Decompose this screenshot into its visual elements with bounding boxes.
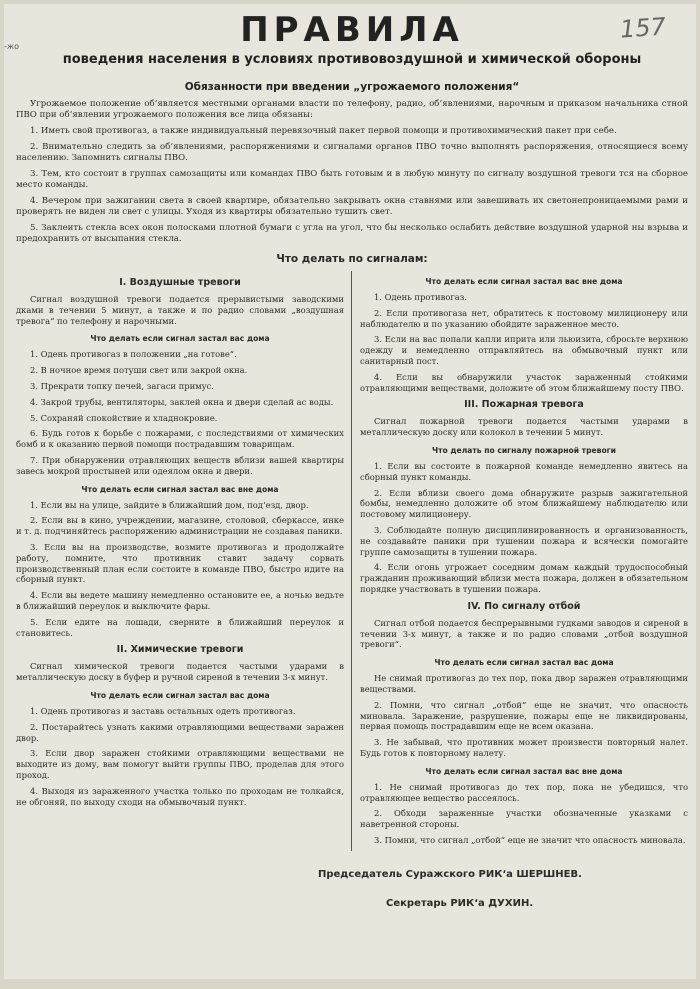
list-item: 1. Одень противогаз и заставь остальных одеть противогаз. [30, 705, 296, 716]
chem-out-heading: Что делать если сигнал застал вас вне дома [425, 277, 623, 286]
two-column-body [16, 271, 688, 851]
list-item: 2. Если вблизи своего дома обнаружите разрыв зажигательной бомбы, немедленно доложите об этом ближайшему наблюдателю или постовому милиционеру. [360, 487, 688, 520]
chem-home-heading: Что делать если сигнал застал вас дома [90, 690, 270, 700]
threat-item: 1. Иметь свой противогаз, а также индивидуальный перевязочный пакет первой помощи и противохимический пакет при себе. [30, 126, 617, 136]
list-item: 4. Выходя из зараженного участка только по проходам не толкайся, не обгоняй, по выходу сходи на обмывочный пункт. [16, 785, 344, 807]
page-title: ПРАВИЛА [240, 10, 464, 50]
list-item: 2. Помни, что сигнал „отбой“ еще не значит, что опасность миновала. Заражение, разрушение, пожары еще не ликвидированы, первая помощь пострадавшим еще не всем оказана. [360, 699, 688, 732]
list-item: Не снимай противогаз до тех пор, пока двор заражен отравляющими веществами. [360, 673, 688, 694]
list-item: 1. Одень противогаз в положении „на готове“. [30, 349, 237, 360]
threat-item: 4. Вечером при зажигании света в своей квартире, обязательно закрывать окна ставнями или завешивать их светонепроницаемыми рами и проверять не виден ли свет с улицы. Уходя из квартиры обязательно тушить свет. [16, 196, 688, 217]
fire-intro: Сигнал пожарной тревоги подается частыми ударами в металлическую доску или колокол в течении 5 минут. [360, 416, 688, 438]
list-item: 5. Сохраняй спокойствие и хладнокровие. [30, 412, 218, 423]
list-item: 6. Будь готов к борьбе с пожарами, с последствиями от химических бомб и к оказанию первой помощи пострадавшим товарищам. [16, 428, 344, 450]
right-column [352, 271, 688, 851]
threat-item: 2. Внимательно следить за об‘явлениями, распоряжениями и сигналами органов ПВО точно выполнять распоряжения, относящиеся всему населению. Запомнить сигналы ПВО. [16, 142, 688, 163]
poster-sheet [4, 4, 696, 979]
threat-item: 3. Тем, кто состоит в группах самозащиты или командах ПВО быть готовым и в любую минуту по сигналу воздушной тревоги тся на сборное место команды. [16, 169, 688, 190]
list-item: 1. Если вы на улице, зайдите в ближайший дом, под‘езд, двор. [30, 499, 309, 510]
chairman-signature: Председатель Суражского РИК‘а ШЕРШНЕВ. [318, 868, 582, 880]
left-column [16, 271, 352, 851]
list-item: 1. Если вы состоите в пожарной команде немедленно явитесь на сборный пункт команды. [360, 460, 688, 482]
air-home-heading: Что делать если сигнал застал вас дома [90, 334, 270, 344]
page-subtitle: поведения населения в условиях противовоздушной и химической обороны [62, 52, 642, 67]
list-item: 4. Если вы обнаружили участок зараженный стойкими отравляющими веществами, доложите об этом ближайшему посту ПВО. [360, 371, 688, 393]
list-item: 4. Закрой трубы, вентиляторы, заклей окна и двери сделай ас воды. [30, 396, 334, 407]
list-item: 1. Не снимай противогаз до тех пор, пока не убедишся, что отравляющее вещество рассеялось. [360, 781, 688, 803]
list-item: 3. Соблюдайте полную дисциплинированность и организованность, не создавайте паники при тушении пожара и всячески помогайте группе самозащиты в тушении пожара. [360, 524, 688, 557]
list-item: 3. Если двор заражен стойкими отравляющими веществами не выходите из дому, вам помогут выйти группы ПВО, проделав для этого проход. [16, 748, 344, 780]
list-item: 2. Если противогаза нет, обратитесь к постовому милиционеру или наблюдателю и по указанию обойдите зараженное место. [360, 307, 688, 329]
edge-mark: -жо [4, 42, 19, 51]
chemical-heading: II. Химические тревоги [116, 644, 244, 656]
air-out-heading: Что делать если сигнал застал вас вне дома [81, 484, 279, 494]
list-item: 4. Если вы ведете машину немедленно остановите ее, а ночью ведьте в ближайший переулок и выключите фары. [16, 590, 344, 611]
all-clear-intro: Сигнал отбой подается беспрерывными гудками заводов и сиреной в течении 3-х минут, а также и по радио словами „отбой воздушной тревоги“. [360, 617, 688, 650]
threat-section-title: Обязанности при введении „угрожаемого положения“ [184, 81, 520, 93]
list-item: 3. Помни, что сигнал „отбой“ еще не значит что опасность миновала. [374, 834, 686, 845]
all-clear-home-heading: Что делать если сигнал застал вас дома [434, 658, 614, 668]
secretary-signature: Секретарь РИК‘а ДУХИН. [386, 897, 534, 909]
list-item: 5. Если едите на лошади, сверните в ближайший переулок и становитесь. [16, 616, 344, 638]
archive-number-stamp: 157 [619, 12, 667, 44]
list-item: 2. Если вы в кино, учреждении, магазине, столовой, сберкассе, инке и т. д. подчиняйтесь распоряжению администрации не создавая паники. [16, 515, 344, 537]
all-clear-out-heading: Что делать если сигнал застал вас вне дома [425, 766, 623, 776]
chemical-intro: Сигнал химической тревоги подается частыми ударами в металлическую доску в буфер и ручной сиреной в течении 3-х минут. [16, 661, 344, 683]
all-clear-heading: IV. По сигналу отбой [467, 600, 581, 612]
list-item: 2. Постарайтесь узнать какими отравляющими веществами заражен двор. [16, 721, 344, 743]
list-item: 7. При обнаружении отравляющих веществ вблизи вашей квартиры завесь мокрой простыней или одеялом окна и двери. [16, 454, 344, 476]
list-item: 3. Прекрати топку печей, загаси примус. [30, 380, 214, 391]
list-item: 2. В ночное время потуши свет или закрой окна. [30, 365, 248, 376]
list-item: 2. Обходи зараженные участки обозначенные указками с наветренной стороны. [360, 808, 688, 830]
air-raid-heading: I. Воздушные тревоги [119, 277, 241, 288]
list-item: 1. Одень противогаз. [374, 292, 468, 302]
threat-intro: Угрожаемое положение об‘является местными органами власти по телефону, радио, об‘явлениями, нарочным и приказом начальника стной ПВО при об‘явлении угрожаемого положения все лица обязаны: [16, 99, 688, 120]
threat-item: 5. Заклеить стекла всех окон полосками плотной бумаги с угла на угол, что бы несколько ослабить действие воздушной ударной ны взрыва и предохранить от высыпания стекла. [16, 223, 688, 244]
list-item: 3. Если вы на производстве, возмите противогаз и продолжайте работу, помните, что противник ставит задачу сорвать производственный план если состоите в команде ПВО, быстро идите на сборный пункт. [16, 541, 344, 585]
signals-title: Что делать по сигналам: [276, 253, 428, 265]
fire-actions-heading: Что делать по сигналу пожарной тревоги [432, 445, 616, 455]
air-raid-intro: Сигнал воздушной тревоги подается прерывистыми заводскими дками в течении 5 минут, а также и по радио словами „воздушная тревога“ по телефону и нарочными. [16, 294, 344, 326]
list-item: 3. Если на вас попали капли иприта или льюизита, сбросьте верхнюю одежду и немедленно отправляйтесь на обмывочный пункт или санитарный пост. [360, 334, 688, 366]
list-item: 3. Не забывай, что противник может произвести повторный налет. Будь готов к повторному налету. [360, 737, 688, 758]
fire-heading: III. Пожарная тревога [464, 399, 584, 411]
list-item: 4. Если огонь угрожает соседним домам каждый трудоспособный гражданин проживающий вблизи места пожара, должен в обязательном порядке участвовать в тушении пожара. [360, 562, 688, 594]
